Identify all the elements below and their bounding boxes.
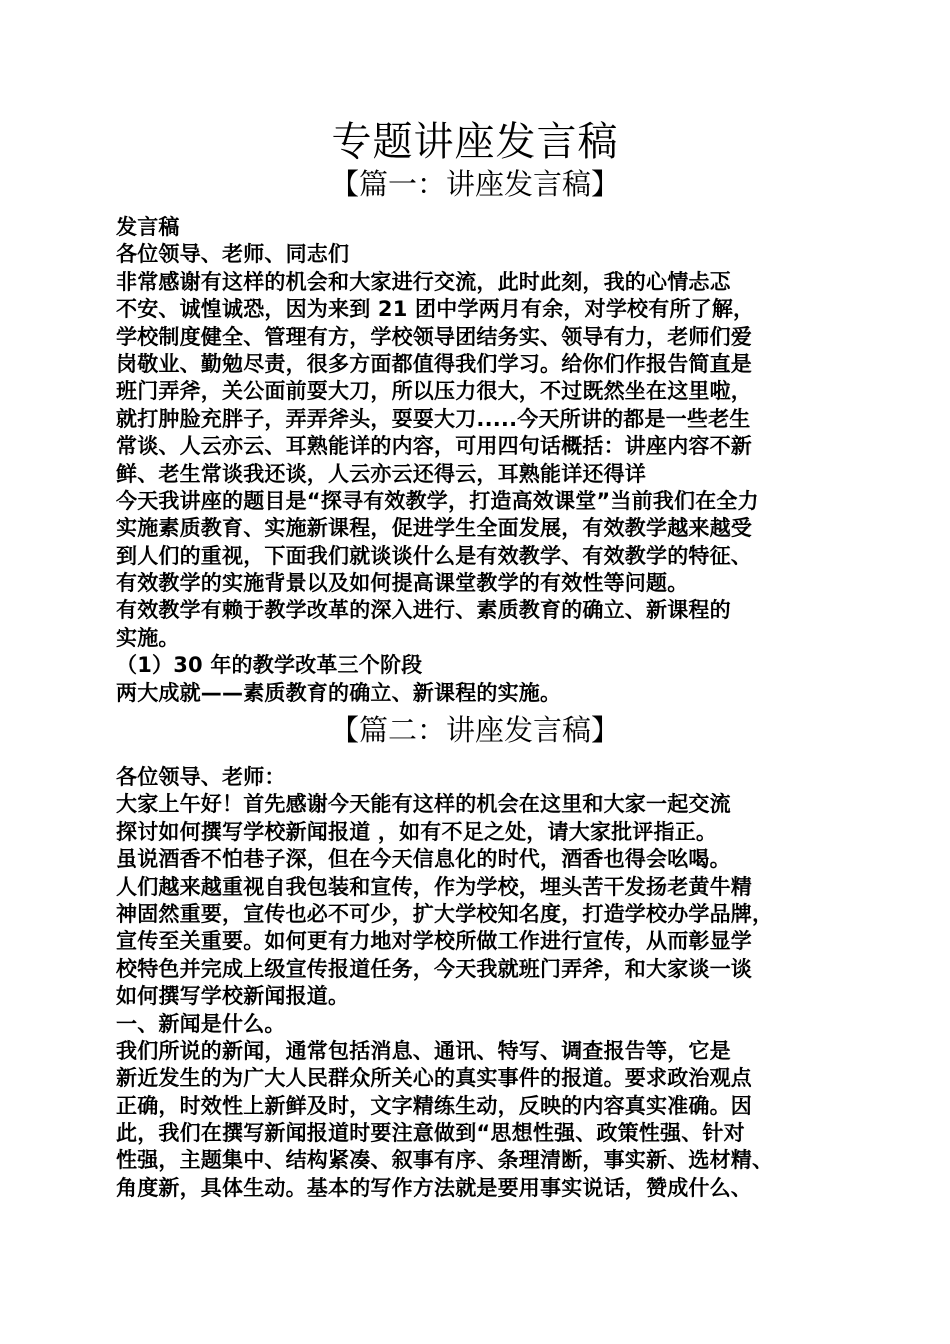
text-line: 此，我们在撰写新闻报道时要注意做到“思想性强、政策性强、针对 [116, 1121, 745, 1146]
section-body-1 [116, 214, 846, 707]
text-line: 有效教学的实施背景以及如何提高课堂教学的有效性等问题。 [116, 571, 689, 596]
text-line: 校特色并完成上级宣传报道任务，今天我就班门弄斧，和大家谈一谈 [116, 956, 752, 981]
text-line: 角度新，具体生动。基本的写作方法就是要用事实说话，赞成什么、 [116, 1175, 752, 1200]
text-line: 一、新闻是什么。 [116, 1011, 286, 1036]
text-line: 实施素质教育、实施新课程，促进学生全面发展，有效教学越来越受 [116, 516, 752, 541]
text-line: 岗敬业、勤勉尽责，很多方面都值得我们学习。给你们作报告简直是 [116, 351, 752, 376]
text-line: 新近发生的为广大人民群众所关心的真实事件的报道。要求政治观点 [116, 1066, 752, 1091]
text-line: 常谈、人云亦云、耳熟能详的内容，可用四句话概括：讲座内容不新 [116, 434, 752, 459]
text-line: 各位领导、老师、同志们 [116, 242, 350, 267]
text-line: 班门弄斧，关公面前耍大刀，所以压力很大，不过既然坐在这里啦， [116, 379, 752, 404]
section-heading-1: 【篇一：讲座发言稿】 [329, 167, 620, 201]
text-line: 正确，时效性上新鲜及时，文字精练生动，反映的内容真实准确。因 [116, 1093, 752, 1118]
text-line: 虽说酒香不怕巷子深，但在今天信息化的时代，酒香也得会吆喝。 [116, 847, 731, 872]
text-line: 实施。 [116, 625, 180, 650]
text-line: 我们所说的新闻，通常包括消息、通讯、特写、调查报告等，它是 [116, 1038, 731, 1063]
text-line: 探讨如何撰写学校新闻报道 ，如有不足之处，请大家批评指正。 [116, 819, 718, 844]
text-line: 大家上午好！首先感谢今天能有这样的机会在这里和大家一起交流 [116, 792, 731, 817]
text-line: 两大成就——素质教育的确立、新课程的实施。 [116, 680, 562, 705]
text-line: 神固然重要，宣传也必不可少，扩大学校知名度，打造学校办学品牌， [116, 901, 774, 926]
text-line: 到人们的重视，下面我们就谈谈什么是有效教学、有效教学的特征、 [116, 543, 752, 568]
section-body-2 [116, 764, 846, 1202]
text-line: 非常感谢有这样的机会和大家进行交流，此时此刻，我的心情忐忑 [116, 269, 731, 294]
text-line: 性强，主题集中、结构紧凑、叙事有序、条理清断，事实新、选材精、 [116, 1148, 774, 1173]
text-line: 有效教学有赖于教学改革的深入进行、素质教育的确立、新课程的 [116, 598, 731, 623]
document-title: 专题讲座发言稿 [331, 119, 619, 165]
text-line: 宣传至关重要。如何更有力地对学校所做工作进行宣传，从而彰显学 [116, 929, 752, 954]
text-line: 发言稿 [116, 215, 180, 239]
section-heading-2: 【篇二：讲座发言稿】 [329, 713, 620, 747]
text-line: 鲜、老生常谈我还谈，人云亦云还得云，耳熟能详还得详 [116, 461, 646, 486]
text-line: 就打肿脸充胖子，弄弄斧头，耍耍大刀.....今天所讲的都是一些老生 [116, 406, 751, 431]
text-line: 如何撰写学校新闻报道。 [116, 984, 350, 1009]
text-line: 学校制度健全、管理有方，学校领导团结务实、领导有力，老师们爱 [116, 324, 752, 349]
text-line: 今天我讲座的题目是“探寻有效教学，打造高效课堂”当前我们在全力 [116, 488, 759, 513]
text-line: 不安、诚惶诚恐，因为来到 21 团中学两月有余，对学校有所了解， [116, 297, 755, 322]
text-line: （1）30 年的教学改革三个阶段 [116, 653, 423, 678]
text-line: 人们越来越重视自我包装和宣传，作为学校，埋头苦干发扬老黄牛精 [116, 874, 752, 899]
text-line: 各位领导、老师： [116, 765, 286, 789]
